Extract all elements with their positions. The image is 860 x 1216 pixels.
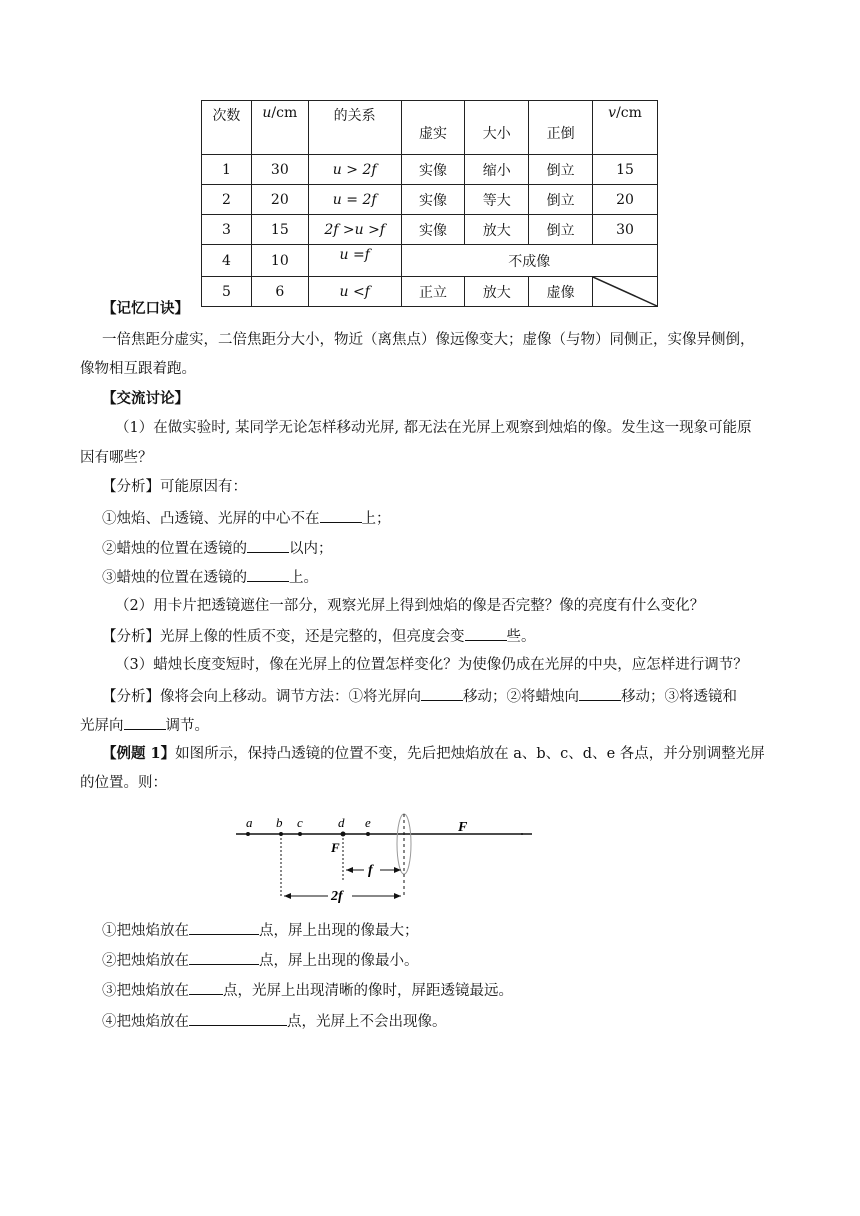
- cell-real-virtual: 实像: [401, 185, 465, 215]
- header-relation: 的关系: [308, 101, 401, 155]
- diagonal-slash-icon: [593, 277, 657, 306]
- example-q1: ①把烛焰放在 点，屏上出现的像最大；: [102, 919, 419, 941]
- cell-orientation: 倒立: [529, 155, 593, 185]
- table-row: [202, 185, 658, 215]
- cell-orientation: 虚像: [529, 277, 593, 307]
- focus-label-right: F: [458, 820, 468, 835]
- answer-blank[interactable]: [247, 537, 289, 553]
- table-header-row: [202, 101, 658, 155]
- discussion-a3-line-2: 光屏向 调节。: [80, 714, 209, 736]
- cell-v: 20: [593, 185, 658, 215]
- point-a-dot: [246, 832, 250, 836]
- cell-size: 放大: [465, 215, 529, 245]
- point-label-e: e: [365, 815, 371, 830]
- point-d-dot: [341, 832, 346, 837]
- discussion-a1-item-1: ①烛焰、凸透镜、光屏的中心不在 上；: [102, 507, 391, 529]
- answer-blank[interactable]: [579, 685, 621, 701]
- point-b-dot: [279, 832, 283, 836]
- cell-size: 等大: [465, 185, 529, 215]
- example-q2: ②把烛焰放在 点，屏上出现的像最小。: [102, 949, 419, 971]
- point-label-c: c: [297, 815, 303, 830]
- example-line-2: 的位置。则：: [80, 775, 167, 791]
- cell-real-virtual: 实像: [401, 155, 465, 185]
- answer-blank[interactable]: [124, 714, 166, 730]
- discussion-a1-head: 【分析】可能原因有：: [102, 479, 247, 495]
- memory-title: 【记忆口诀】: [102, 300, 189, 317]
- cell-count: 4: [202, 245, 252, 277]
- table-row: [202, 277, 658, 307]
- answer-blank[interactable]: [189, 979, 223, 995]
- point-label-a: a: [246, 815, 253, 830]
- example-q4: ④把烛焰放在 点，光屏上不会出现像。: [102, 1010, 447, 1032]
- answer-blank[interactable]: [189, 919, 259, 935]
- cell-u: 6: [251, 277, 308, 307]
- cell-relation: u =f: [308, 245, 401, 277]
- focus-label-left: F: [331, 840, 340, 855]
- discussion-a2: 【分析】光屏上像的性质不变，还是完整的，但亮度会变 些。: [102, 625, 536, 647]
- point-c-dot: [298, 832, 302, 836]
- lens-imaging-table: [201, 100, 658, 307]
- header-real-virtual: 虚实: [401, 101, 465, 155]
- cell-u: 30: [251, 155, 308, 185]
- cell-relation: 2f >u >f: [308, 215, 401, 245]
- table-row: [202, 245, 658, 277]
- cell-real-virtual: 正立: [401, 277, 465, 307]
- cell-u: 10: [251, 245, 308, 277]
- header-v: v/cm: [593, 101, 658, 155]
- discussion-a3-line-1: 【分析】像将会向上移动。调节方法：①将光屏向 移动；②将蜡烛向 移动；③将透镜和: [102, 685, 737, 707]
- cell-no-image: 不成像: [401, 245, 657, 277]
- discussion-a1-item-3: ③蜡烛的位置在透镜的 上。: [102, 566, 318, 588]
- example-q3: ③把烛焰放在 点，光屏上出现清晰的像时，屏距透镜最远。: [102, 979, 513, 1001]
- memory-line-2: 像物相互跟着跑。: [80, 361, 196, 377]
- header-size: 大小: [465, 101, 529, 155]
- cell-orientation: 倒立: [529, 215, 593, 245]
- discussion-q1-line-1: （1）在做实验时, 某同学无论怎样移动光屏, 都无法在光屏上观察到烛焰的像。发生这一现象可能原: [115, 420, 752, 436]
- discussion-q1-line-2: 因有哪些？: [80, 450, 153, 466]
- point-label-b: b: [276, 815, 283, 830]
- cell-count: 5: [202, 277, 252, 307]
- header-u: u/cm: [251, 101, 308, 155]
- discussion-q3: （3）蜡烛长度变短时，像在光屏上的位置怎样变化？为使像仍成在光屏的中央，应怎样进行调节？: [115, 657, 748, 673]
- example-line-1: 【例题 1】如图所示，保持凸透镜的位置不变，先后把烛焰放在 a、b、c、d、e 各点，并分别调整光屏: [102, 745, 765, 762]
- memory-line-1: 一倍焦距分虚实，二倍焦距分大小，物近（离焦点）像远像变大；虚像（与物）同侧正，实像异侧倒，: [102, 332, 755, 348]
- cell-size: 缩小: [465, 155, 529, 185]
- cell-relation: u > 2f: [308, 155, 401, 185]
- f-label: f: [368, 863, 373, 878]
- twof-arrow-right-icon: [394, 893, 401, 899]
- discussion-q2: （2）用卡片把透镜遮住一部分，观察光屏上得到烛焰的像是否完整？像的亮度有什么变化？: [115, 598, 705, 614]
- table-row: [202, 215, 658, 245]
- cell-real-virtual: 实像: [401, 215, 465, 245]
- cell-count: 3: [202, 215, 252, 245]
- answer-blank[interactable]: [465, 625, 507, 641]
- cell-v-empty-slash: [593, 277, 658, 307]
- cell-relation: u <f: [308, 277, 401, 307]
- cell-u: 15: [251, 215, 308, 245]
- f-arrow-left-icon: [346, 867, 353, 873]
- cell-u: 20: [251, 185, 308, 215]
- answer-blank[interactable]: [247, 566, 289, 582]
- cell-v: 30: [593, 215, 658, 245]
- header-orientation: 正倒: [529, 101, 593, 155]
- axis-end-dot: [521, 833, 523, 835]
- answer-blank[interactable]: [189, 1010, 287, 1026]
- answer-blank[interactable]: [421, 685, 463, 701]
- answer-blank[interactable]: [189, 949, 259, 965]
- cell-count: 1: [202, 155, 252, 185]
- discussion-a1-item-2: ②蜡烛的位置在透镜的 以内；: [102, 537, 333, 559]
- answer-blank[interactable]: [320, 507, 362, 523]
- cell-count: 2: [202, 185, 252, 215]
- cell-size: 放大: [465, 277, 529, 307]
- discussion-title: 【交流讨论】: [102, 390, 189, 407]
- cell-relation: u = 2f: [308, 185, 401, 215]
- lens-diagram: [230, 812, 540, 904]
- cell-orientation: 倒立: [529, 185, 593, 215]
- twof-label: 2f: [331, 889, 343, 904]
- twof-arrow-left-icon: [284, 893, 291, 899]
- header-count: 次数: [202, 101, 252, 155]
- point-e-dot: [366, 832, 370, 836]
- table-row: [202, 155, 658, 185]
- cell-v: 15: [593, 155, 658, 185]
- point-label-d: d: [338, 815, 345, 830]
